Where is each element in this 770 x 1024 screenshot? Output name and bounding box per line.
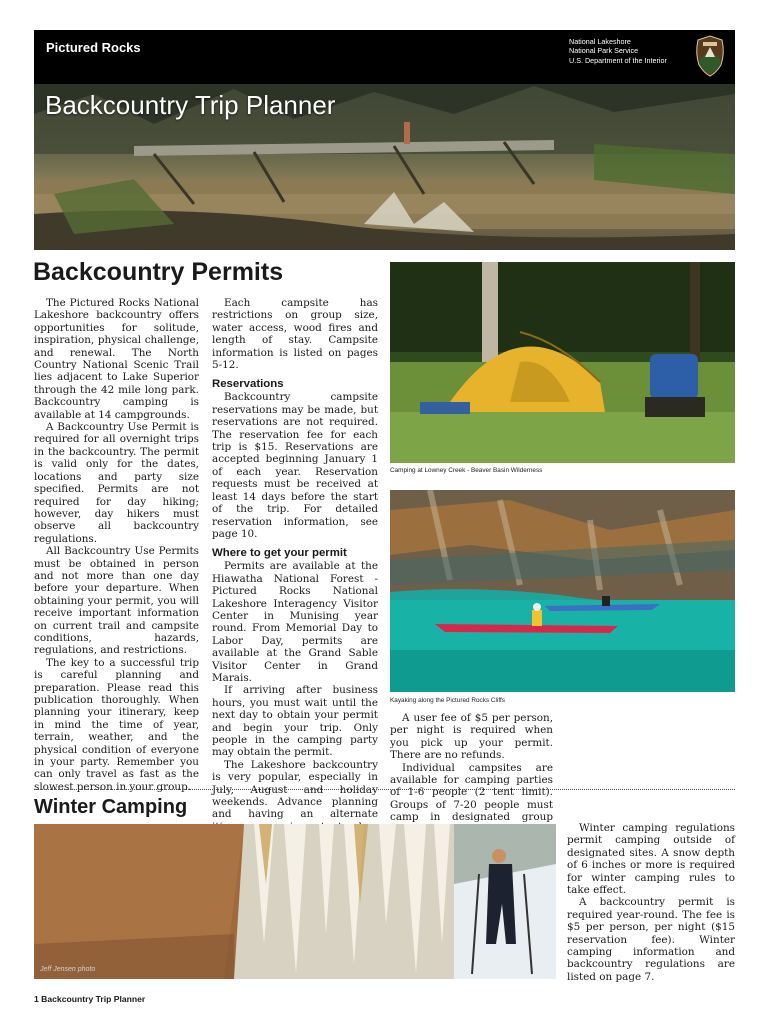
paragraph: A user fee of $5 per person, per night is required when you pick up your permit. There are no refunds. — [390, 712, 553, 762]
paragraph: Each campsite has restrictions on group size, water access, wood fires and length of stay. Campsite information is listed on pages 5-12. — [212, 297, 378, 372]
header-band — [34, 30, 735, 84]
paragraph: The key to a successful trip is careful planning and preparation. Please read this publication thoroughly. When planning your itinerary, keep in mind the time of year, terrain, weather, and the physical condition of everyone in your party. Remember you can only travel as fast as the slowest person in your group. — [34, 656, 199, 793]
kayak-cliffs-image — [390, 490, 735, 692]
text-column-1 — [34, 297, 199, 793]
section-divider — [34, 789, 735, 790]
paragraph: If arriving after business hours, you must wait until the next day to obtain your permit and begin your trip. Only people in the camping party may obtain the permit. — [212, 684, 378, 759]
paragraph: The Lakeshore backcountry is very popular, especially in July, August and holiday weekends. Advance planning and having an alternate — [212, 758, 378, 821]
section-heading-winter: Winter Camping — [34, 796, 188, 818]
paragraph: Permits are available at the Hiawatha National Forest - Pictured Rocks National Lakeshore Interagency Visitor Center in Munising year round. From Memorial Day to Labor Day, permits are available at the Grand Sable Visitor Center in Grand Marais. — [212, 560, 378, 684]
subheading-reservations: Reservations — [212, 378, 284, 391]
kayak-photo — [390, 490, 735, 692]
photo-credit: Jeff Jensen photo — [40, 966, 96, 973]
photo-caption: Camping at Lowney Creek - Beaver Basin Wilderness — [390, 467, 543, 474]
agency-line: National Lakeshore — [569, 37, 631, 46]
page-title: Backcountry Trip Planner — [45, 90, 336, 120]
paragraph: Individual campsites are available for camping parties of 1-6 people (2 tent limit). Groups of 7-20 people must camp in designated group — [390, 761, 553, 824]
subheading-where-to-get-permit: Where to get your permit — [212, 547, 347, 560]
text-column-2 — [212, 297, 378, 846]
winter-photo — [34, 824, 556, 979]
paragraph: All Backcountry Use Permits must be obtained in person and not more than one day before your departure. When obtaining your permit, you will receive important information on current trail and campsite conditions, hazards, regulations, and restrictions. — [34, 545, 199, 657]
paragraph: The Pictured Rocks National Lakeshore backcountry offers opportunities for solitude, inspiration, physical challenge, and renewal. The North Country National Scenic Trail lies adjacent to Lake Superior through the 42 mile long park. Backcountry camping is available at 14 campgrounds. — [34, 297, 199, 421]
agency-block — [569, 37, 667, 65]
paragraph: A Backcountry Use Permit is required for all overnight trips in the backcountry. The permit is valid only for the dates, locations and party size specified. Permits are not required for day hiking; however, day hikers must observe all backcountry regulations. — [34, 421, 199, 545]
hero-photo — [34, 84, 735, 250]
section-heading-permits: Backcountry Permits — [33, 258, 284, 286]
nps-arrowhead-icon — [694, 35, 726, 77]
page-footer: 1 Backcountry Trip Planner — [34, 994, 146, 1004]
ice-formations-image — [34, 824, 556, 979]
paragraph: A backcountry permit is required year-round. The fee is $5 per person, per night ($15 reservation fee). Winter camping information and backcountry regulations are listed on page 7. — [567, 896, 735, 983]
agency-line: U.S. Department of the Interior — [569, 55, 667, 65]
text-column-winter — [567, 822, 735, 983]
park-name: Pictured Rocks — [46, 40, 141, 55]
tent-photo — [390, 262, 735, 463]
photo-caption: Kayaking along the Pictured Rocks Cliffs — [390, 697, 505, 704]
paragraph: Backcountry campsite reservations may be made, but reservations are not required. The reservation fee for each trip is $15. Reservations are accepted beginning January 1 of each year. Reservation requests must be received at least 14 days before the start of the trip. For detailed reservation information, see page 10. — [212, 391, 378, 540]
agency-line: National Park Service — [569, 46, 639, 56]
paragraph: Winter camping regulations permit camping outside of designated sites. A snow depth of 6 inches or more is required for winter camping rules to take effect. — [567, 822, 735, 897]
tent-camp-image — [390, 262, 735, 463]
